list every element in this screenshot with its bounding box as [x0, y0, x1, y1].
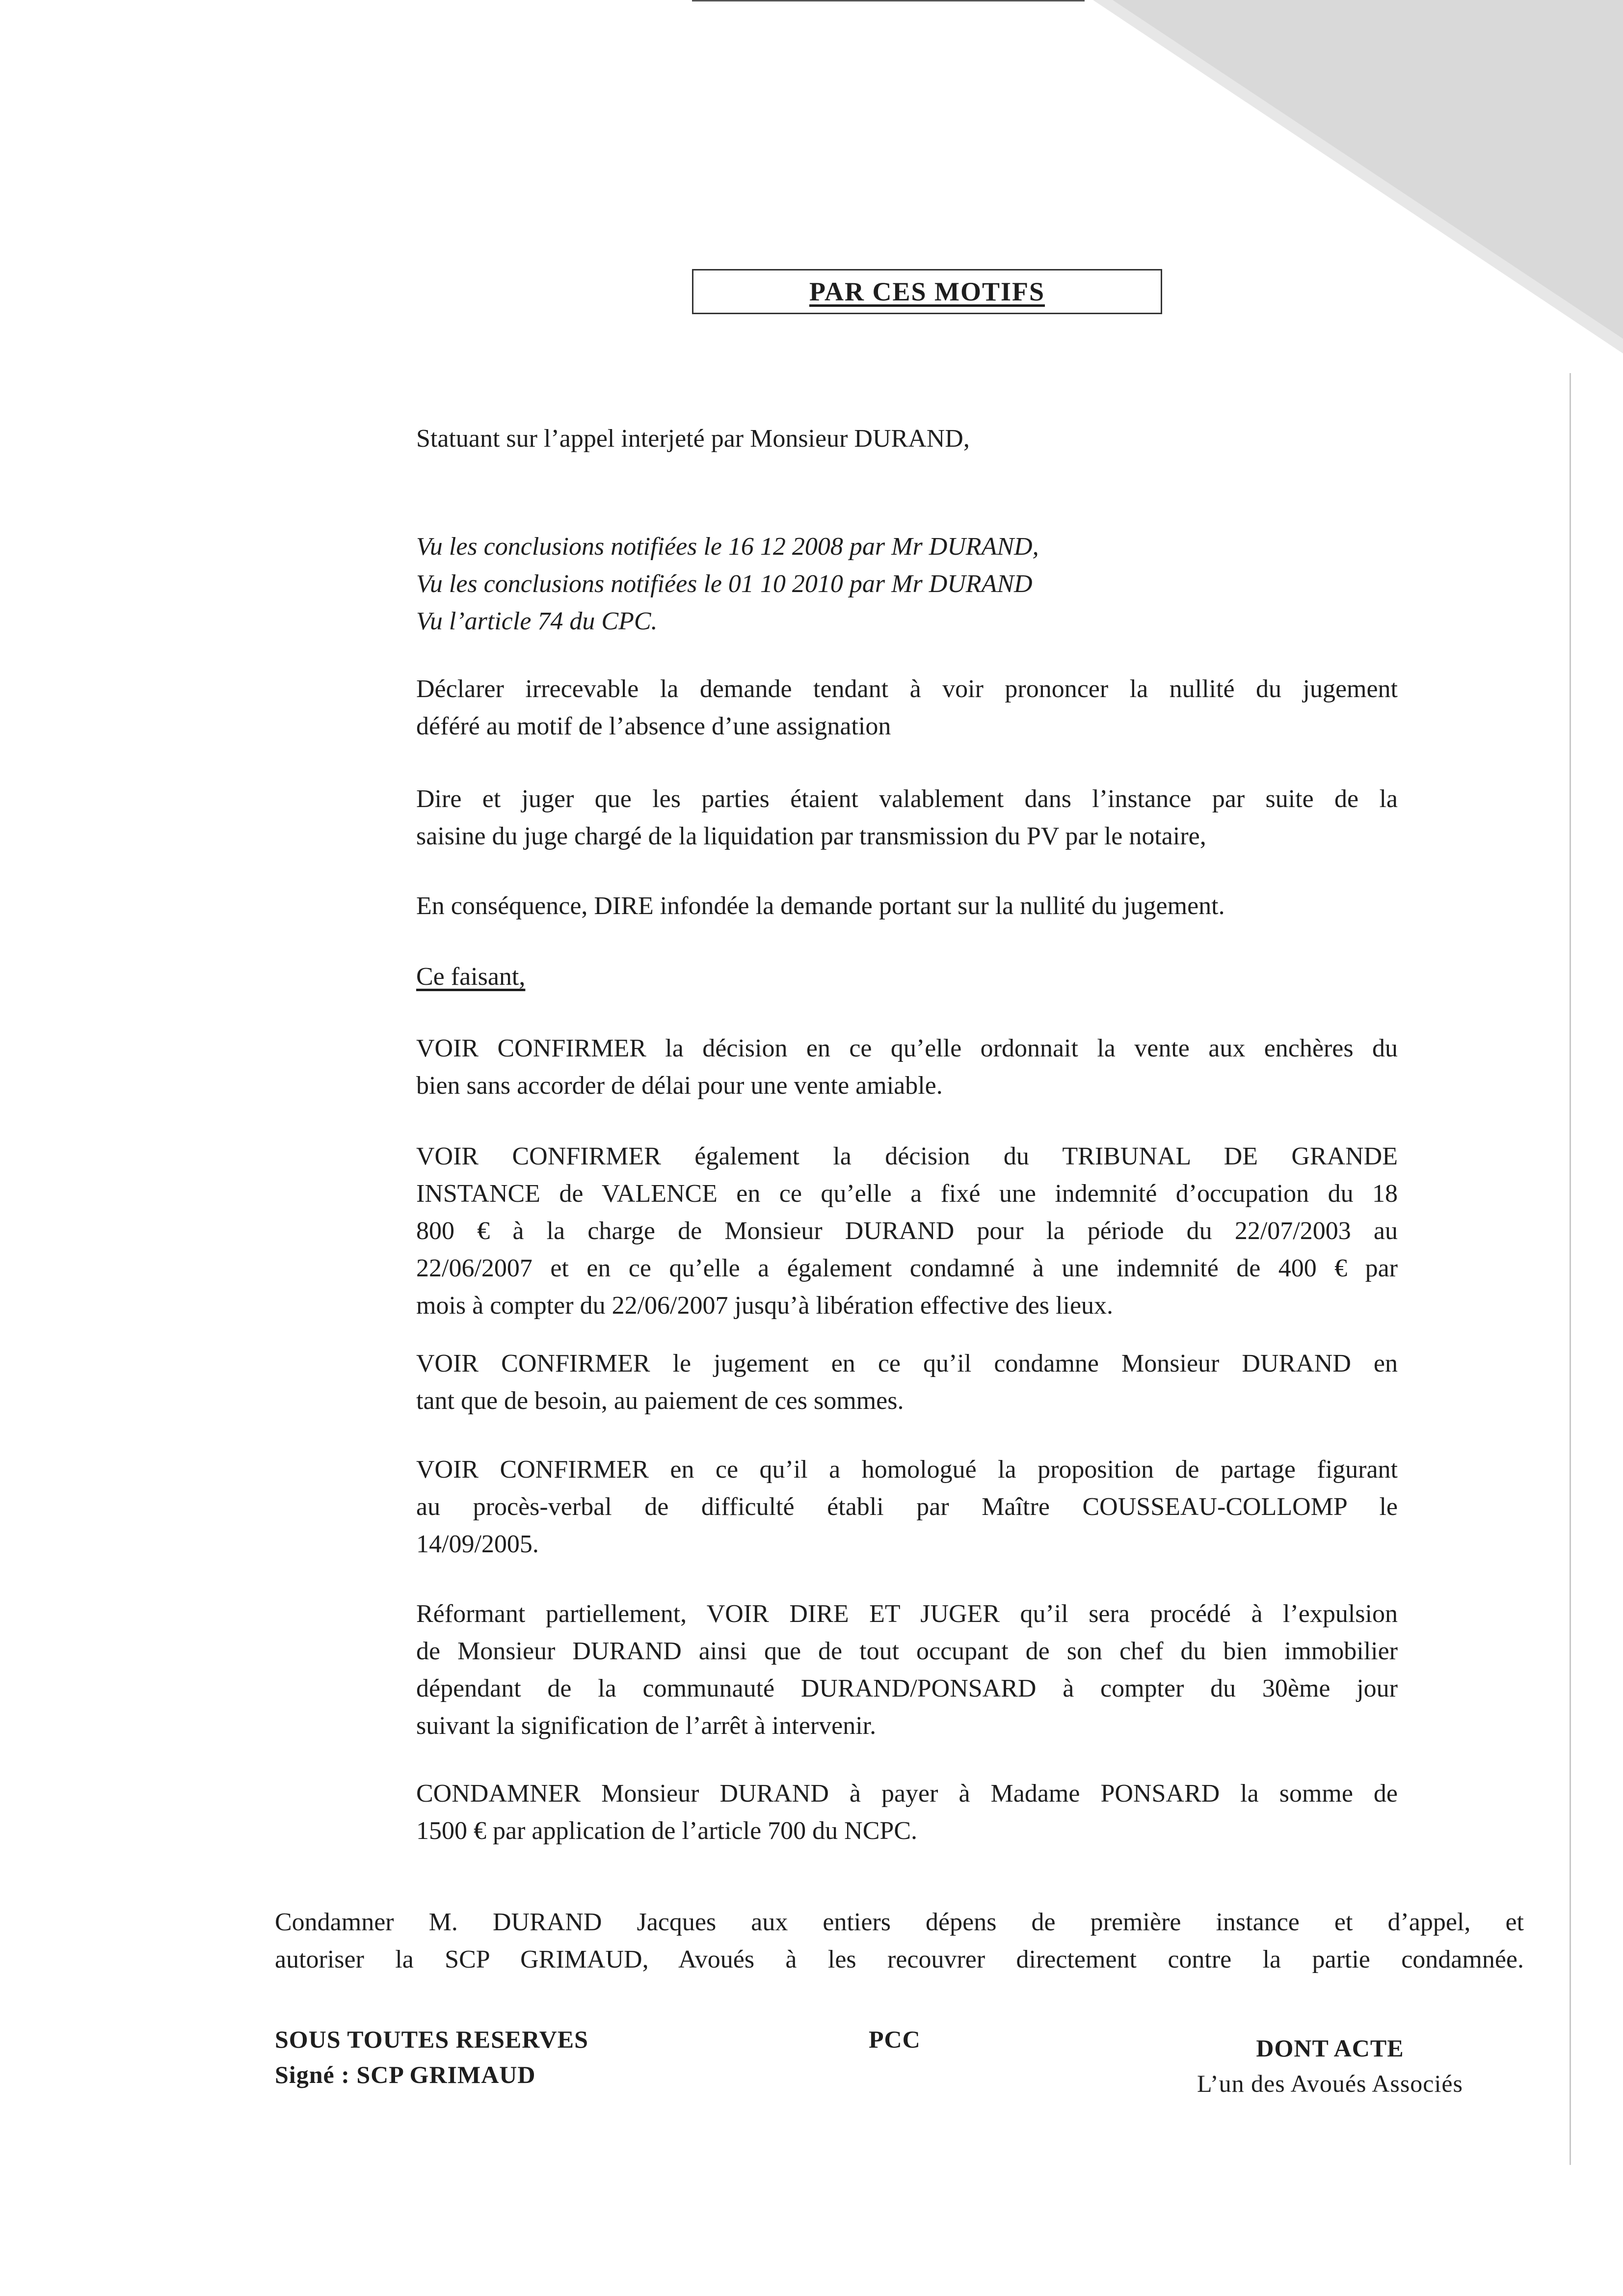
- paragraph-line: Ce faisant,: [416, 963, 526, 991]
- paragraph-consequence: [416, 888, 1398, 925]
- paragraph-dire-juger: [416, 781, 1398, 855]
- paragraph-line: déféré au motif de l’absence d’une assignation: [416, 712, 891, 740]
- paragraph-ce-faisant: [416, 958, 1398, 996]
- paragraph-confirmer-jugement: [416, 1345, 1398, 1420]
- paragraph-confirmer-partage: [416, 1451, 1398, 1563]
- costs-line: autoriser la SCP GRIMAUD, Avoués à les recouvrer directement contre la partie condamnée.: [275, 1945, 1524, 1973]
- paragraph-expulsion: [416, 1595, 1398, 1745]
- paragraph-line: VOIR CONFIRMER le jugement en ce qu’il condamne Monsieur DURAND en: [416, 1350, 1398, 1378]
- paragraph-line: INSTANCE de VALENCE en ce qu’elle a fixé une indemnité d’occupation du 18: [416, 1180, 1398, 1208]
- signature-center: [869, 2022, 921, 2057]
- paragraph-line: mois à compter du 22/06/2007 jusqu’à libération effective des lieux.: [416, 1292, 1114, 1320]
- intro-paragraph: [416, 420, 1398, 458]
- paragraph-line: de Monsieur DURAND ainsi que de tout occupant de son chef du bien immobilier: [416, 1637, 1398, 1665]
- paragraph-line: 22/06/2007 et en ce qu’elle a également condamné à une indemnité de 400 € par: [416, 1254, 1398, 1282]
- paragraph-line: VOIR CONFIRMER également la décision du TRIBUNAL DE GRANDE: [416, 1142, 1398, 1170]
- signature-line: SOUS TOUTES RESERVES: [275, 2026, 588, 2053]
- scan-edge-line: [1570, 373, 1571, 2165]
- vu-block: [416, 528, 1398, 640]
- paragraph-line: Réformant partiellement, VOIR DIRE ET JUGER qu’il sera procédé à l’expulsion: [416, 1600, 1398, 1628]
- paragraph-line: VOIR CONFIRMER la décision en ce qu’elle ordonnait la vente aux enchères du: [416, 1034, 1398, 1062]
- intro-line: Statuant sur l’appel interjeté par Monsieur DURAND,: [416, 425, 970, 453]
- paragraph-confirmer-vente: [416, 1030, 1398, 1105]
- paragraph-line: bien sans accorder de délai pour une vente amiable.: [416, 1072, 943, 1100]
- signature-right: [1148, 2030, 1512, 2101]
- costs-paragraph: [275, 1904, 1524, 1978]
- scan-top-line: [692, 0, 1085, 1]
- paragraph-line: CONDAMNER Monsieur DURAND à payer à Madame PONSARD la somme de: [416, 1780, 1398, 1808]
- vu-line: Vu les conclusions notifiées le 16 12 2008 par Mr DURAND,: [416, 533, 1039, 561]
- vu-line: Vu l’article 74 du CPC.: [416, 607, 658, 635]
- signature-line: L’un des Avoués Associés: [1197, 2070, 1463, 2097]
- paragraph-line: saisine du juge chargé de la liquidation par transmission du PV par le notaire,: [416, 822, 1206, 850]
- paragraph-line: En conséquence, DIRE infondée la demande portant sur la nullité du jugement.: [416, 892, 1225, 920]
- paragraph-line: 800 € à la charge de Monsieur DURAND pour la période du 22/07/2003 au: [416, 1217, 1398, 1245]
- costs-line: Condamner M. DURAND Jacques aux entiers dépens de première instance et d’appel, et: [275, 1908, 1524, 1936]
- paragraph-line: suivant la signification de l’arrêt à intervenir.: [416, 1712, 877, 1740]
- signature-line: Signé : SCP GRIMAUD: [275, 2061, 536, 2088]
- paragraph-line: tant que de besoin, au paiement de ces sommes.: [416, 1387, 904, 1415]
- paragraph-line: 14/09/2005.: [416, 1530, 539, 1558]
- paragraph-line: 1500 € par application de l’article 700 du NCPC.: [416, 1817, 918, 1845]
- paragraph-irrecevable: [416, 671, 1398, 745]
- signature-line: PCC: [869, 2026, 921, 2053]
- title-box: [692, 269, 1162, 314]
- paragraph-condamner: [416, 1775, 1398, 1850]
- paragraph-confirmer-indemnite: [416, 1138, 1398, 1324]
- paragraph-line: Dire et juger que les parties étaient valablement dans l’instance par suite de la: [416, 785, 1398, 813]
- signature-line: DONT ACTE: [1256, 2034, 1404, 2062]
- vu-line: Vu les conclusions notifiées le 01 10 2010 par Mr DURAND: [416, 570, 1033, 598]
- paragraph-line: au procès-verbal de difficulté établi par Maître COUSSEAU-COLLOMP le: [416, 1493, 1398, 1521]
- signature-left: [275, 2022, 588, 2092]
- paragraph-line: dépendant de la communauté DURAND/PONSARD à compter du 30ème jour: [416, 1675, 1398, 1702]
- page-fold: [1113, 0, 1623, 339]
- paragraph-line: Déclarer irrecevable la demande tendant à voir prononcer la nullité du jugement: [416, 675, 1398, 703]
- page-title: PAR CES MOTIFS: [809, 277, 1045, 306]
- paragraph-line: VOIR CONFIRMER en ce qu’il a homologué la proposition de partage figurant: [416, 1456, 1398, 1484]
